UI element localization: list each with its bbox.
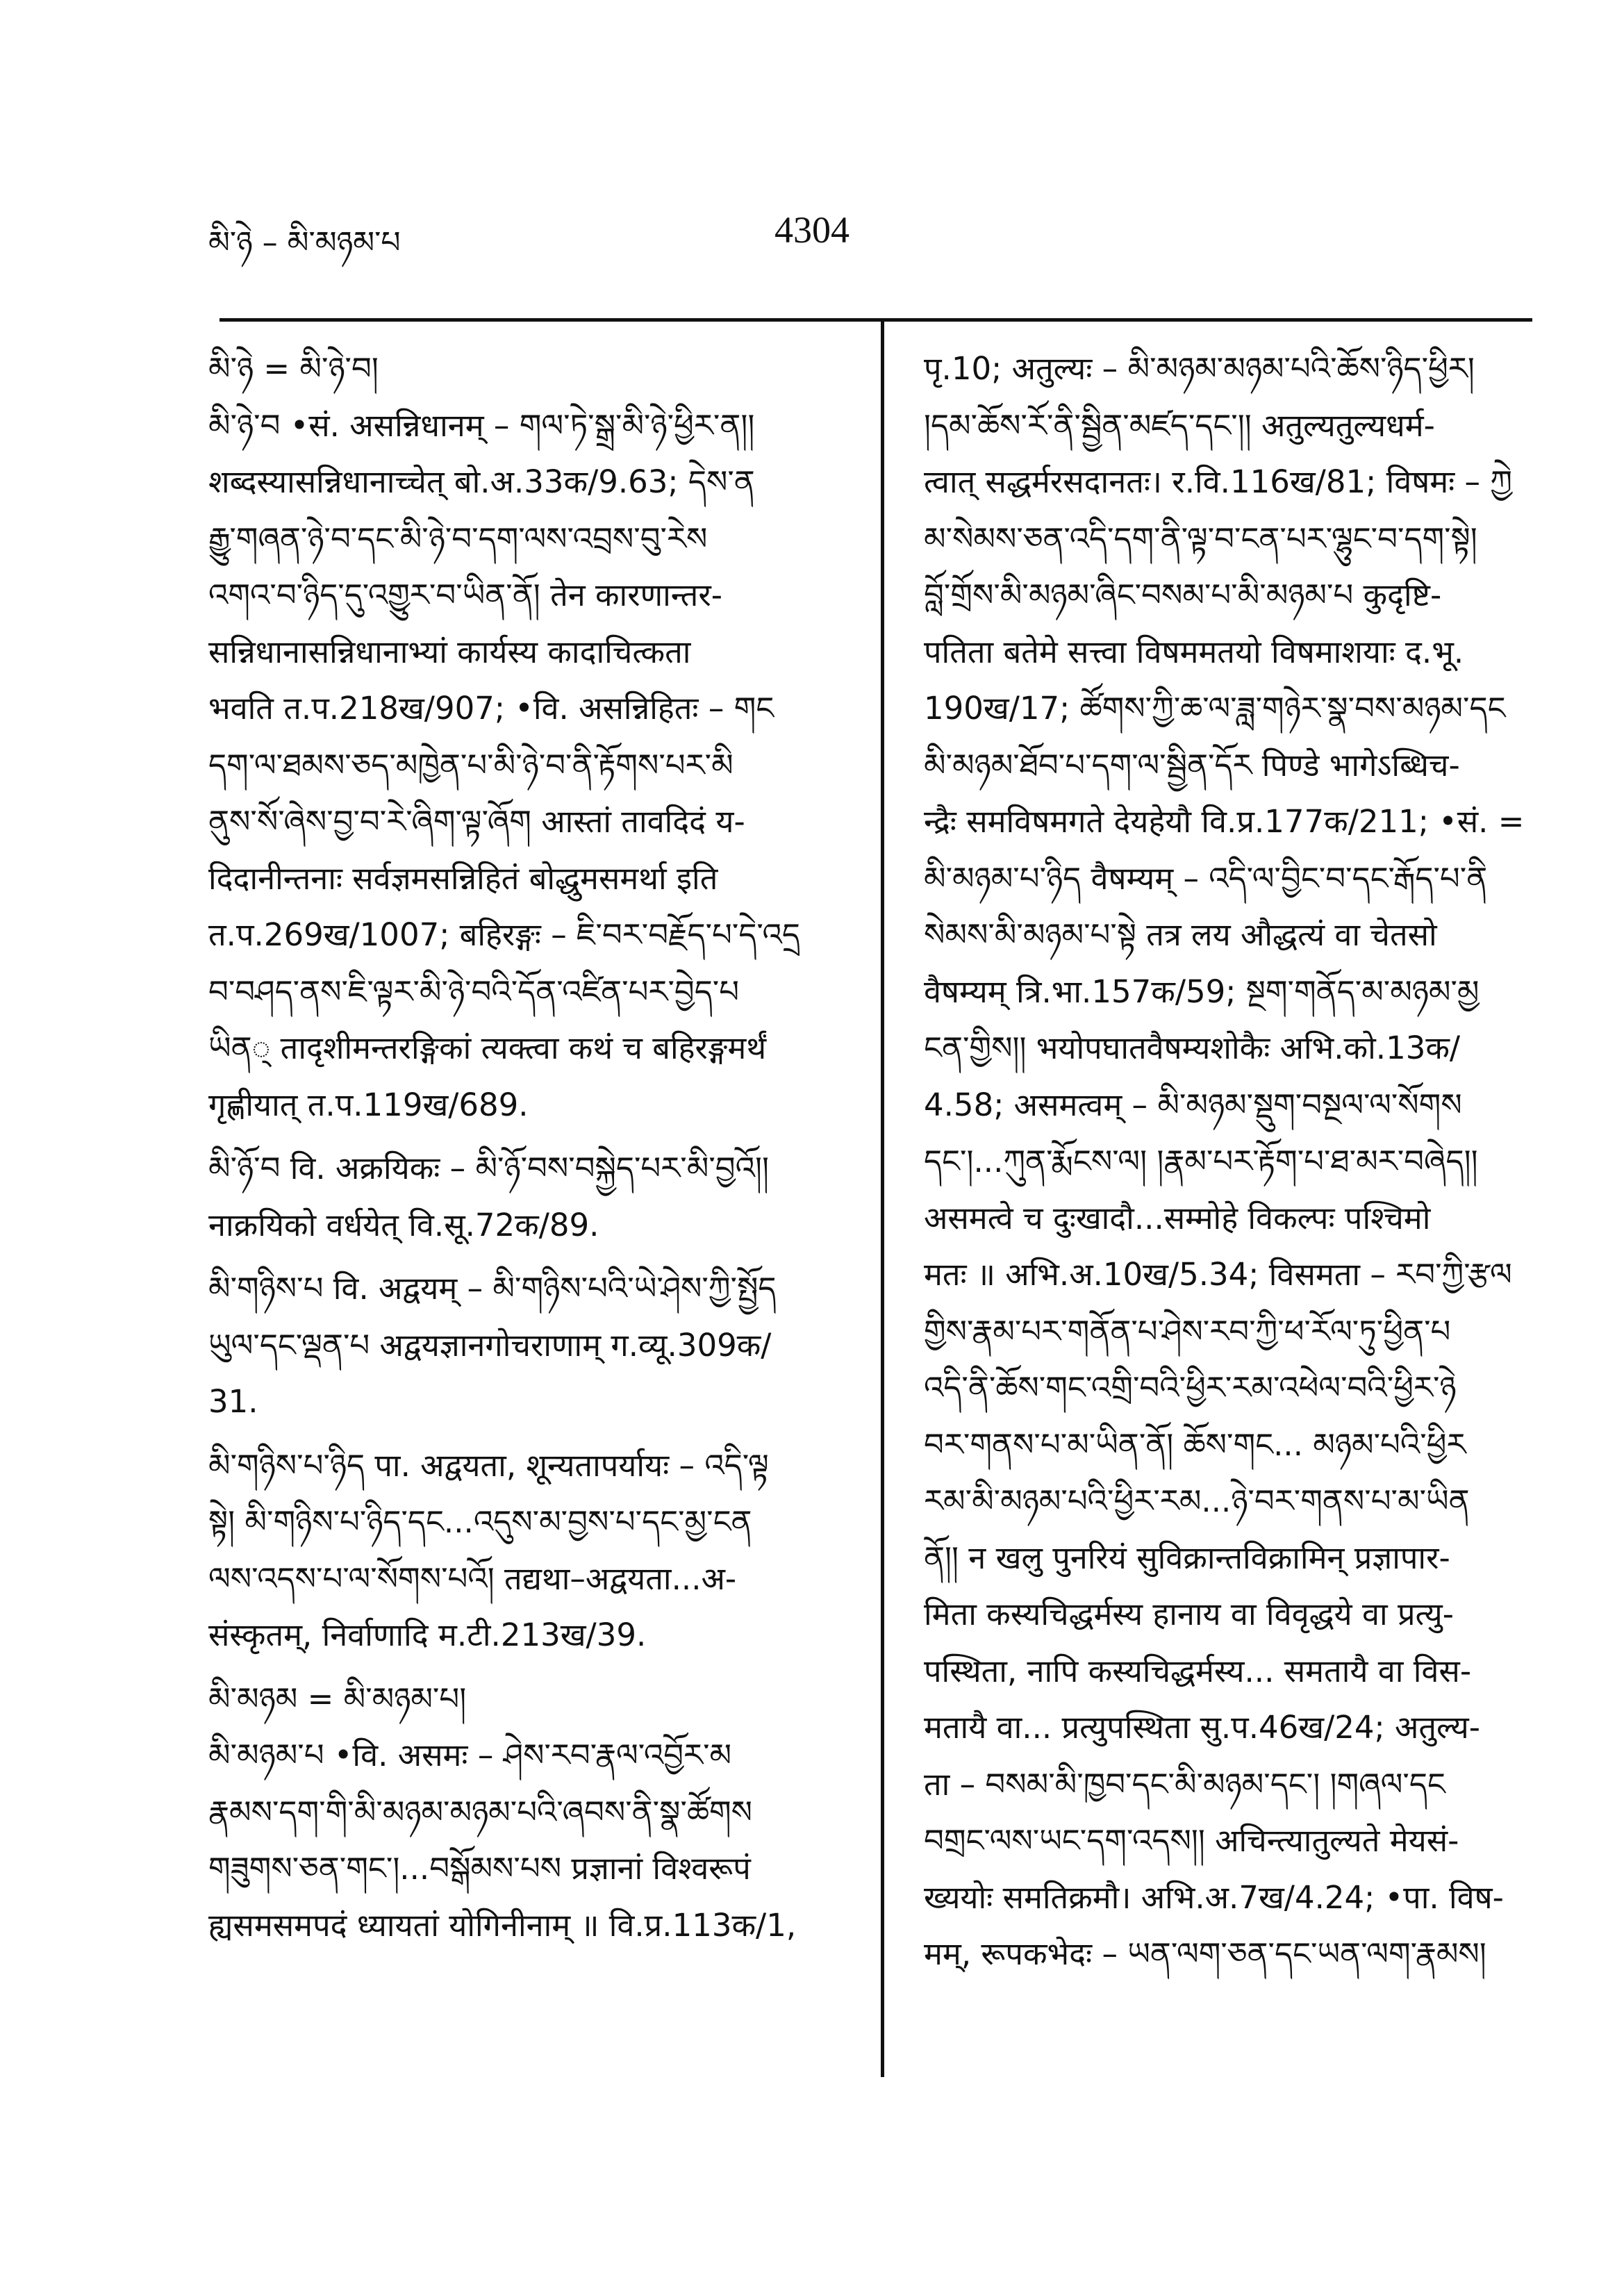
- page-number: 4304: [774, 209, 850, 251]
- text-line: 31.: [208, 1383, 258, 1420]
- text-line: འགའ་བ་ཉིད་དུ་འགྱུར་བ་ཡིན་ནོ། तेन कारणान्तर-: [208, 577, 722, 613]
- text-line: གཟུགས་ཅན་གང་།...བསྒོམས་པས प्रज्ञानां विश्वरूपं: [208, 1850, 751, 1887]
- entry-gap: [208, 1664, 861, 1671]
- text-line: གྱིས་རྣམ་པར་གནོན་པ་ཤེས་རབ་ཀྱི་ཕ་རོལ་ཏུ་ཕྱིན་པ: [924, 1312, 1451, 1350]
- text-line: མི་མཉམ་པ •वि. असमः – ཤེས་རབ་རྣལ་འབྱོར་མ: [208, 1737, 732, 1773]
- text-line: མི་ཉེ་བ •सं. असन्निधानम् – གལ་ཏེ་སྒྲ་མི་ཉེ་ཕྱིར་ན།།: [208, 406, 755, 444]
- text-line: पस्थिता, नापि कस्यचिद्धर्मस्य... समतायै वा विस-: [924, 1652, 1472, 1689]
- entry-gap: [208, 1253, 861, 1260]
- text-line: ཡུལ་དང་ལྡན་པ अद्वयज्ञानगोचराणाम् ग.व्यू.309क/: [208, 1326, 772, 1364]
- text-line: सन्निधानासन्निधानाभ्यां कार्यस्य कादाचित्कता: [208, 633, 691, 670]
- text-line: ངན་གྱིས།། भयोपघातवैषम्यशोकैः अभि.को.13क/: [924, 1030, 1461, 1066]
- text-line: བགྲང་ལས་ཡང་དག་འདས།། अचिन्त्यातुल्यते मेयसं-: [924, 1822, 1459, 1859]
- text-line: त.प.269ख/1007; बहिरङ्गः – ཇི་བར་བརྗོད་པ་དེ་འདྲ: [208, 916, 800, 953]
- text-line: འདི་ནི་ཆོས་གང་འགྲི་བའི་ཕྱིར་རམ་འཕེལ་བའི་ཕྱིར་ཉེ: [924, 1369, 1457, 1406]
- text-line: ལས་འདས་པ་ལ་སོགས་པའོ། तद्यथा–अद्वयता...अ-: [208, 1560, 737, 1597]
- text-line: མི་ཉེ = མི་ཉེ་བ།: [208, 350, 379, 387]
- text-line: गृह्णीयात् त.प.119ख/689.: [208, 1086, 529, 1123]
- text-line: मतः ॥ अभि.अ.10ख/5.34; विसमता – རབ་ཀྱི་རྩལ: [924, 1256, 1512, 1293]
- text-line: मतायै वा... प्रत्युपस्थिता सु.प.46ख/24; अतुल्य-: [924, 1709, 1480, 1746]
- text-line: वैषम्यम् त्रि.भा.157क/59; སྔག་གནོད་མ་མཉམ་མྱ: [924, 973, 1480, 1010]
- text-line: ह्यसमसमपदं ध्यायतां योगिनीनाम् ॥ वि.प्र.113क/1,: [208, 1906, 797, 1944]
- text-line: पृ.10; अतुल्यः – མི་མཉམ་མཉམ་པའི་ཆོས་ཉིད་ཕྱིར།: [924, 350, 1475, 387]
- text-line: མ་སེམས་ཅན་འདི་དག་ནི་ལྟ་བ་ངན་པར་ལྷུང་བ་དག་སྟེ།: [924, 520, 1477, 557]
- text-line: །དམ་ཆོས་རོ་ནི་སྦྱིན་མཛད་དང་།། अतुल्यतुल्यधर्म-: [924, 406, 1435, 444]
- text-line: ནུས་སོ་ཞེས་བྱ་བ་རེ་ཞིག་ལྟ་ཞོག आस्तां तावदिदं य-: [208, 803, 745, 840]
- text-line: त्वात् सद्धर्मरसदानतः। र.वि.116ख/81; विषमः – ཀྱེ: [924, 463, 1513, 500]
- text-line: མི་གཉིས་པ वि. अद्वयम् – མི་གཉིས་པའི་ཡེ་ཤེས་ཀྱི་སྤྱོད: [208, 1270, 777, 1307]
- text-line: བློ་གྲོས་མི་མཉམ་ཞིང་བསམ་པ་མི་མཉམ་པ कुदृष्टि-: [924, 577, 1442, 613]
- text-line: རམ་མི་མཉམ་པའི་ཕྱིར་རམ...ཉེ་བར་གནས་པ་མ་ཡིན: [924, 1482, 1470, 1519]
- text-line: पतिता बतेमे सत्त्वा विषममतयो विषमाशयाः द.भू.: [924, 633, 1464, 670]
- text-line: संस्कृतम्, निर्वाणादि म.टी.213ख/39.: [208, 1617, 647, 1653]
- text-line: བར་གནས་པ་མ་ཡིན་ནོ། ཆོས་གང... མཉམ་པའི་ཕྱིར: [924, 1425, 1466, 1463]
- text-line: མི་གཉིས་པ་ཉིད पा. अद्वयता, शून्यतापर्यायः – འདི་ལྟ: [208, 1446, 769, 1484]
- text-line: རྣམས་དག་གི་མི་མཉམ་མཉམ་པའི་ཞབས་ནི་སྣ་ཚོགས: [208, 1793, 753, 1830]
- text-line: རྒྱུ་གཞན་ཉེ་བ་དང་མི་ཉེ་བ་དག་ལས་འབྲས་བུ་རེས: [208, 520, 708, 557]
- text-line: སེམས་མི་མཉམ་པ་སྟེ तत्र लय औद्धत्यं वा चेतसो: [924, 916, 1437, 953]
- text-line: मिता कस्यचिद्धर्मस्य हानाय वा विवृद्धये वा प्रत्यु-: [924, 1596, 1454, 1632]
- text-line: མི་མཉམ་པ་ཉིད वैषम्यम् – འདི་ལ་བྱིང་བ་དང་རྒོད་པ་ནི: [924, 859, 1488, 897]
- text-line: शब्दस्यासन्निधानाच्चेत् बो.अ.33क/9.63; དེས་ན: [208, 463, 755, 500]
- text-line: असमत्वे च दुःखादौ...सम्मोहे विकल्पः पश्चिमो: [924, 1199, 1431, 1237]
- text-line: नाक्रयिको वर्धयेत् वि.सू.72क/89.: [208, 1206, 599, 1243]
- text-line: བ་བཤད་ནས་ཇི་ལྟར་མི་ཉེ་བའི་དོན་འཛིན་པར་བྱེད་པ: [208, 973, 740, 1010]
- left-column: [208, 340, 861, 1953]
- entry-gap: [208, 1133, 861, 1140]
- text-line: न्द्रैः समविषमगते देयहेयौ वि.प्र.177क/211; •सं. =: [924, 803, 1525, 840]
- right-column: [924, 340, 1549, 1983]
- header-rule: [219, 318, 1532, 322]
- text-line: ཡིན् तादृशीमन्तरङ्गिकां त्यक्त्वा कथं च बहिरङ्गमर्थं: [208, 1030, 767, 1066]
- text-line: मम्, रूपकभेदः – ཡན་ལག་ཅན་དང་ཡན་ལག་རྣམས།: [924, 1935, 1486, 1972]
- text-line: སྟེ། མི་གཉིས་པ་ཉིད་དང...འདུས་མ་བྱས་པ་དང་མྱ་ངན: [208, 1503, 752, 1540]
- text-line: भवति त.प.218ख/907; •वि. असन्निहितः – གང: [208, 690, 774, 727]
- text-line: དག་ལ་ཐམས་ཅད་མཁྱེན་པ་མི་ཉེ་བ་ནི་རྟོགས་པར་མི: [208, 746, 734, 784]
- running-header: མི་ཉེ – མི་མཉམ་པ: [208, 225, 401, 261]
- text-line: མི་མཉམ་ཐོབ་པ་དག་ལ་སྦྱིན་དོར पिण्डे भागेऽब्धिच-: [924, 746, 1460, 784]
- text-line: ནོ།། न खलु पुनरियं सुविक्रान्तविक्रामिन् प्रज्ञापार-: [924, 1539, 1450, 1576]
- text-line: མི་ཉོ་བ वि. अक्रयिकः – མི་ཉོ་བས་བསྐྱེད་པར་མི་བྱའོ།།: [208, 1150, 769, 1187]
- text-line: ख्ययोः समतिक्रमौ। अभि.अ.7ख/4.24; •पा. विष-: [924, 1878, 1504, 1916]
- column-divider: [881, 320, 884, 2077]
- text-line: 4.58; असमत्वम् – མི་མཉམ་སྡུག་བསྔལ་ལ་སོགས: [924, 1086, 1462, 1123]
- entry-gap: [208, 1430, 861, 1437]
- text-line: दिदानीन्तनाः सर्वज्ञमसन्निहितं बोद्धुमसमर्था इति: [208, 859, 718, 897]
- text-line: མི་མཉམ = མི་མཉམ་པ།: [208, 1680, 467, 1717]
- text-line: 190ख/17; ཚོགས་ཀྱི་ཆ་ལ་ཟླ་གཉེར་སྣ་བས་མཉམ་དང: [924, 690, 1506, 727]
- text-line: དང་།...ཀུན་རྨོངས་ལ། །རྣམ་པར་རྟོག་པ་ཐ་མར་བཞེད།།: [924, 1143, 1478, 1180]
- text-line: ता – བསམ་མི་ཁྱབ་དང་མི་མཉམ་དང་། །གཞལ་དང: [924, 1765, 1445, 1803]
